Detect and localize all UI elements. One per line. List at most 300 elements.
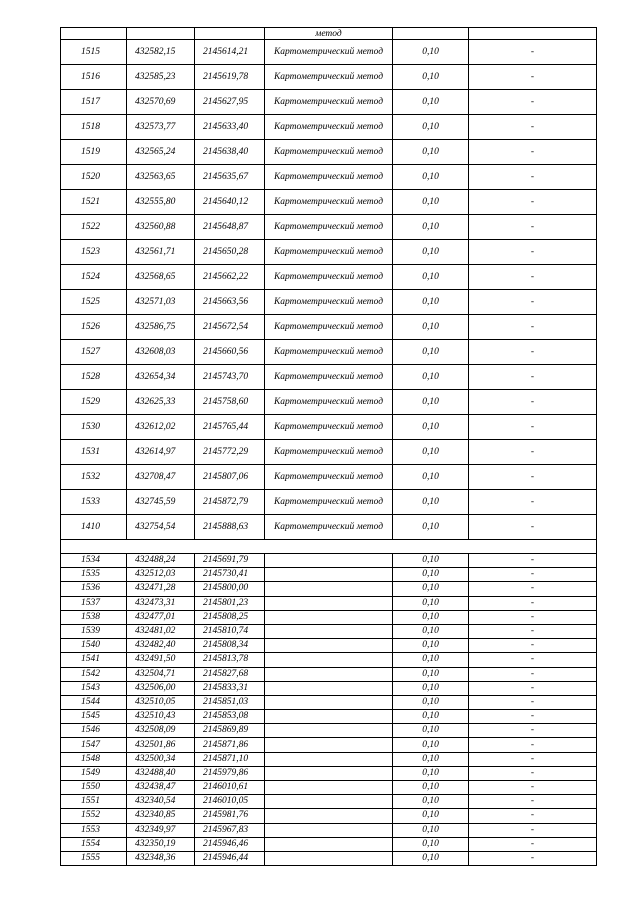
y-coordinate-cell: 2145851,03 xyxy=(195,695,265,709)
table-row xyxy=(61,265,597,290)
point-number-cell: 1540 xyxy=(61,639,127,653)
note-cell: - xyxy=(469,515,597,540)
error-cell: 0,10 xyxy=(393,40,469,65)
error-cell: 0,10 xyxy=(393,340,469,365)
point-number-cell: 1530 xyxy=(61,415,127,440)
method-cell xyxy=(265,667,393,681)
table-row xyxy=(61,837,597,851)
x-coordinate-cell: 432348,36 xyxy=(127,851,195,865)
note-cell: - xyxy=(469,215,597,240)
method-cell xyxy=(265,809,393,823)
table-row xyxy=(61,340,597,365)
point-number-cell: 1537 xyxy=(61,596,127,610)
method-cell: Картометрический метод xyxy=(265,140,393,165)
note-cell: - xyxy=(469,140,597,165)
method-cell xyxy=(265,781,393,795)
method-cell xyxy=(265,568,393,582)
error-cell: 0,10 xyxy=(393,724,469,738)
table-row xyxy=(61,440,597,465)
note-cell: - xyxy=(469,582,597,596)
method-cell xyxy=(265,766,393,780)
table-row xyxy=(61,639,597,653)
error-cell: 0,10 xyxy=(393,766,469,780)
separator-cell xyxy=(61,540,597,554)
note-cell: - xyxy=(469,766,597,780)
x-coordinate-cell: 432438,47 xyxy=(127,781,195,795)
method-cell xyxy=(265,795,393,809)
error-cell: 0,10 xyxy=(393,809,469,823)
note-cell: - xyxy=(469,624,597,638)
note-cell: - xyxy=(469,851,597,865)
note-cell: - xyxy=(469,365,597,390)
note-cell: - xyxy=(469,681,597,695)
error-cell: 0,10 xyxy=(393,265,469,290)
method-cell: Картометрический метод xyxy=(265,365,393,390)
table-row xyxy=(61,823,597,837)
error-cell: 0,10 xyxy=(393,667,469,681)
x-coordinate-cell: 432488,40 xyxy=(127,766,195,780)
method-cell: метод xyxy=(265,28,393,40)
error-cell: 0,10 xyxy=(393,653,469,667)
table-row xyxy=(61,315,597,340)
point-number-cell xyxy=(61,28,127,40)
method-cell xyxy=(265,582,393,596)
error-cell: 0,10 xyxy=(393,90,469,115)
y-coordinate-cell: 2146010,05 xyxy=(195,795,265,809)
table-row xyxy=(61,40,597,65)
point-number-cell: 1534 xyxy=(61,554,127,568)
y-coordinate-cell: 2145765,44 xyxy=(195,415,265,440)
point-number-cell: 1539 xyxy=(61,624,127,638)
note-cell: - xyxy=(469,781,597,795)
y-coordinate-cell: 2145967,83 xyxy=(195,823,265,837)
y-coordinate-cell: 2145807,06 xyxy=(195,465,265,490)
error-cell: 0,10 xyxy=(393,681,469,695)
x-coordinate-cell: 432570,69 xyxy=(127,90,195,115)
coordinates-table-body xyxy=(61,28,597,866)
table-row xyxy=(61,165,597,190)
y-coordinate-cell: 2145872,79 xyxy=(195,490,265,515)
note-cell: - xyxy=(469,165,597,190)
x-coordinate-cell: 432614,97 xyxy=(127,440,195,465)
point-number-cell: 1554 xyxy=(61,837,127,851)
y-coordinate-cell: 2145800,00 xyxy=(195,582,265,596)
method-cell: Картометрический метод xyxy=(265,40,393,65)
error-cell: 0,10 xyxy=(393,823,469,837)
method-cell xyxy=(265,724,393,738)
method-cell: Картометрический метод xyxy=(265,165,393,190)
table-row xyxy=(61,695,597,709)
y-coordinate-cell: 2145633,40 xyxy=(195,115,265,140)
point-number-cell: 1555 xyxy=(61,851,127,865)
note-cell: - xyxy=(469,809,597,823)
table-row xyxy=(61,490,597,515)
x-coordinate-cell: 432512,03 xyxy=(127,568,195,582)
table-row xyxy=(61,596,597,610)
y-coordinate-cell: 2145981,76 xyxy=(195,809,265,823)
y-coordinate-cell: 2145619,78 xyxy=(195,65,265,90)
note-cell: - xyxy=(469,390,597,415)
table-row xyxy=(61,415,597,440)
x-coordinate-cell: 432349,97 xyxy=(127,823,195,837)
method-cell: Картометрический метод xyxy=(265,215,393,240)
point-number-cell: 1546 xyxy=(61,724,127,738)
note-cell: - xyxy=(469,710,597,724)
table-row xyxy=(61,554,597,568)
table-row xyxy=(61,240,597,265)
note-cell: - xyxy=(469,752,597,766)
note-cell: - xyxy=(469,65,597,90)
note-cell: - xyxy=(469,738,597,752)
y-coordinate-cell: 2145691,79 xyxy=(195,554,265,568)
x-coordinate-cell: 432477,01 xyxy=(127,610,195,624)
table-row xyxy=(61,140,597,165)
error-cell: 0,10 xyxy=(393,639,469,653)
y-coordinate-cell: 2145648,87 xyxy=(195,215,265,240)
note-cell: - xyxy=(469,440,597,465)
method-cell xyxy=(265,596,393,610)
y-coordinate-cell: 2145808,25 xyxy=(195,610,265,624)
y-coordinate-cell: 2146010,61 xyxy=(195,781,265,795)
method-cell: Картометрический метод xyxy=(265,65,393,90)
x-coordinate-cell: 432745,59 xyxy=(127,490,195,515)
method-cell: Картометрический метод xyxy=(265,90,393,115)
point-number-cell: 1524 xyxy=(61,265,127,290)
error-cell: 0,10 xyxy=(393,290,469,315)
x-coordinate-cell: 432340,54 xyxy=(127,795,195,809)
note-cell: - xyxy=(469,823,597,837)
table-row xyxy=(61,781,597,795)
table-row xyxy=(61,851,597,865)
error-cell: 0,10 xyxy=(393,624,469,638)
section-separator-row xyxy=(61,540,597,554)
x-coordinate-cell: 432625,33 xyxy=(127,390,195,415)
point-number-cell: 1547 xyxy=(61,738,127,752)
point-number-cell: 1531 xyxy=(61,440,127,465)
point-number-cell: 1552 xyxy=(61,809,127,823)
y-coordinate-cell: 2145808,34 xyxy=(195,639,265,653)
error-cell: 0,10 xyxy=(393,440,469,465)
point-number-cell: 1535 xyxy=(61,568,127,582)
table-row xyxy=(61,465,597,490)
table-row xyxy=(61,624,597,638)
error-cell: 0,10 xyxy=(393,837,469,851)
error-cell: 0,10 xyxy=(393,752,469,766)
y-coordinate-cell xyxy=(195,28,265,40)
y-coordinate-cell: 2145627,95 xyxy=(195,90,265,115)
note-cell: - xyxy=(469,795,597,809)
x-coordinate-cell xyxy=(127,28,195,40)
note-cell: - xyxy=(469,265,597,290)
note-cell: - xyxy=(469,639,597,653)
table-row xyxy=(61,766,597,780)
error-cell: 0,10 xyxy=(393,390,469,415)
table-row xyxy=(61,724,597,738)
table-row xyxy=(61,710,597,724)
method-cell: Картометрический метод xyxy=(265,315,393,340)
y-coordinate-cell: 2145730,41 xyxy=(195,568,265,582)
point-number-cell: 1542 xyxy=(61,667,127,681)
method-cell: Картометрический метод xyxy=(265,465,393,490)
x-coordinate-cell: 432481,02 xyxy=(127,624,195,638)
point-number-cell: 1548 xyxy=(61,752,127,766)
note-cell: - xyxy=(469,115,597,140)
error-cell: 0,10 xyxy=(393,415,469,440)
x-coordinate-cell: 432500,34 xyxy=(127,752,195,766)
table-row xyxy=(61,568,597,582)
y-coordinate-cell: 2145640,12 xyxy=(195,190,265,215)
y-coordinate-cell: 2145979,86 xyxy=(195,766,265,780)
y-coordinate-cell: 2145810,74 xyxy=(195,624,265,638)
x-coordinate-cell: 432560,88 xyxy=(127,215,195,240)
method-cell xyxy=(265,823,393,837)
y-coordinate-cell: 2145869,89 xyxy=(195,724,265,738)
error-cell: 0,10 xyxy=(393,568,469,582)
note-cell xyxy=(469,28,597,40)
point-number-cell: 1517 xyxy=(61,90,127,115)
table-row xyxy=(61,90,597,115)
note-cell: - xyxy=(469,40,597,65)
note-cell: - xyxy=(469,695,597,709)
error-cell: 0,10 xyxy=(393,315,469,340)
y-coordinate-cell: 2145946,44 xyxy=(195,851,265,865)
y-coordinate-cell: 2145650,28 xyxy=(195,240,265,265)
note-cell: - xyxy=(469,653,597,667)
point-number-cell: 1515 xyxy=(61,40,127,65)
point-number-cell: 1529 xyxy=(61,390,127,415)
error-cell: 0,10 xyxy=(393,781,469,795)
point-number-cell: 1523 xyxy=(61,240,127,265)
x-coordinate-cell: 432340,85 xyxy=(127,809,195,823)
y-coordinate-cell: 2145946,46 xyxy=(195,837,265,851)
x-coordinate-cell: 432708,47 xyxy=(127,465,195,490)
x-coordinate-cell: 432565,24 xyxy=(127,140,195,165)
y-coordinate-cell: 2145833,31 xyxy=(195,681,265,695)
method-cell: Картометрический метод xyxy=(265,265,393,290)
note-cell: - xyxy=(469,610,597,624)
point-number-cell: 1545 xyxy=(61,710,127,724)
point-number-cell: 1551 xyxy=(61,795,127,809)
x-coordinate-cell: 432508,09 xyxy=(127,724,195,738)
note-cell: - xyxy=(469,315,597,340)
error-cell: 0,10 xyxy=(393,365,469,390)
x-coordinate-cell: 432501,86 xyxy=(127,738,195,752)
coordinates-document xyxy=(60,27,596,866)
method-cell xyxy=(265,624,393,638)
note-cell: - xyxy=(469,724,597,738)
method-cell xyxy=(265,752,393,766)
y-coordinate-cell: 2145743,70 xyxy=(195,365,265,390)
x-coordinate-cell: 432510,05 xyxy=(127,695,195,709)
table-row xyxy=(61,795,597,809)
note-cell: - xyxy=(469,290,597,315)
x-coordinate-cell: 432471,28 xyxy=(127,582,195,596)
table-row xyxy=(61,681,597,695)
y-coordinate-cell: 2145871,86 xyxy=(195,738,265,752)
error-cell: 0,10 xyxy=(393,596,469,610)
x-coordinate-cell: 432571,03 xyxy=(127,290,195,315)
method-cell: Картометрический метод xyxy=(265,440,393,465)
note-cell: - xyxy=(469,490,597,515)
method-cell xyxy=(265,837,393,851)
error-cell: 0,10 xyxy=(393,610,469,624)
error-cell: 0,10 xyxy=(393,490,469,515)
method-cell: Картометрический метод xyxy=(265,290,393,315)
point-number-cell: 1518 xyxy=(61,115,127,140)
x-coordinate-cell: 432608,03 xyxy=(127,340,195,365)
error-cell: 0,10 xyxy=(393,515,469,540)
x-coordinate-cell: 432350,19 xyxy=(127,837,195,851)
error-cell: 0,10 xyxy=(393,795,469,809)
method-cell: Картометрический метод xyxy=(265,240,393,265)
error-cell: 0,10 xyxy=(393,851,469,865)
method-cell xyxy=(265,738,393,752)
point-number-cell: 1550 xyxy=(61,781,127,795)
continuation-row xyxy=(61,28,597,40)
y-coordinate-cell: 2145772,29 xyxy=(195,440,265,465)
y-coordinate-cell: 2145662,22 xyxy=(195,265,265,290)
point-number-cell: 1522 xyxy=(61,215,127,240)
y-coordinate-cell: 2145614,21 xyxy=(195,40,265,65)
table-row xyxy=(61,667,597,681)
table-row xyxy=(61,653,597,667)
error-cell: 0,10 xyxy=(393,695,469,709)
error-cell: 0,10 xyxy=(393,140,469,165)
point-number-cell: 1544 xyxy=(61,695,127,709)
point-number-cell: 1519 xyxy=(61,140,127,165)
note-cell: - xyxy=(469,554,597,568)
method-cell: Картометрический метод xyxy=(265,115,393,140)
method-cell: Картометрический метод xyxy=(265,490,393,515)
method-cell xyxy=(265,695,393,709)
coordinates-table xyxy=(60,27,597,866)
y-coordinate-cell: 2145635,67 xyxy=(195,165,265,190)
y-coordinate-cell: 2145871,10 xyxy=(195,752,265,766)
x-coordinate-cell: 432488,24 xyxy=(127,554,195,568)
point-number-cell: 1541 xyxy=(61,653,127,667)
y-coordinate-cell: 2145813,78 xyxy=(195,653,265,667)
point-number-cell: 1538 xyxy=(61,610,127,624)
error-cell: 0,10 xyxy=(393,554,469,568)
note-cell: - xyxy=(469,596,597,610)
method-cell xyxy=(265,681,393,695)
point-number-cell: 1526 xyxy=(61,315,127,340)
error-cell: 0,10 xyxy=(393,582,469,596)
table-row xyxy=(61,65,597,90)
note-cell: - xyxy=(469,465,597,490)
x-coordinate-cell: 432654,34 xyxy=(127,365,195,390)
y-coordinate-cell: 2145660,56 xyxy=(195,340,265,365)
note-cell: - xyxy=(469,667,597,681)
point-number-cell: 1410 xyxy=(61,515,127,540)
table-row xyxy=(61,738,597,752)
method-cell xyxy=(265,710,393,724)
note-cell: - xyxy=(469,240,597,265)
point-number-cell: 1536 xyxy=(61,582,127,596)
method-cell xyxy=(265,610,393,624)
method-cell: Картометрический метод xyxy=(265,515,393,540)
point-number-cell: 1553 xyxy=(61,823,127,837)
error-cell: 0,10 xyxy=(393,65,469,90)
x-coordinate-cell: 432573,77 xyxy=(127,115,195,140)
note-cell: - xyxy=(469,190,597,215)
point-number-cell: 1532 xyxy=(61,465,127,490)
x-coordinate-cell: 432561,71 xyxy=(127,240,195,265)
point-number-cell: 1543 xyxy=(61,681,127,695)
table-row xyxy=(61,610,597,624)
table-row xyxy=(61,515,597,540)
y-coordinate-cell: 2145827,68 xyxy=(195,667,265,681)
point-number-cell: 1527 xyxy=(61,340,127,365)
x-coordinate-cell: 432510,43 xyxy=(127,710,195,724)
table-row xyxy=(61,809,597,823)
x-coordinate-cell: 432506,00 xyxy=(127,681,195,695)
x-coordinate-cell: 432586,75 xyxy=(127,315,195,340)
method-cell: Картометрический метод xyxy=(265,390,393,415)
y-coordinate-cell: 2145672,54 xyxy=(195,315,265,340)
point-number-cell: 1528 xyxy=(61,365,127,390)
y-coordinate-cell: 2145853,08 xyxy=(195,710,265,724)
x-coordinate-cell: 432504,71 xyxy=(127,667,195,681)
x-coordinate-cell: 432568,65 xyxy=(127,265,195,290)
method-cell: Картометрический метод xyxy=(265,190,393,215)
x-coordinate-cell: 432585,23 xyxy=(127,65,195,90)
table-row xyxy=(61,290,597,315)
point-number-cell: 1549 xyxy=(61,766,127,780)
x-coordinate-cell: 432473,31 xyxy=(127,596,195,610)
table-row xyxy=(61,115,597,140)
note-cell: - xyxy=(469,837,597,851)
y-coordinate-cell: 2145801,23 xyxy=(195,596,265,610)
error-cell: 0,10 xyxy=(393,710,469,724)
point-number-cell: 1520 xyxy=(61,165,127,190)
method-cell xyxy=(265,653,393,667)
note-cell: - xyxy=(469,90,597,115)
y-coordinate-cell: 2145638,40 xyxy=(195,140,265,165)
error-cell: 0,10 xyxy=(393,465,469,490)
table-row xyxy=(61,215,597,240)
table-row xyxy=(61,190,597,215)
method-cell xyxy=(265,851,393,865)
y-coordinate-cell: 2145888,63 xyxy=(195,515,265,540)
x-coordinate-cell: 432612,02 xyxy=(127,415,195,440)
error-cell: 0,10 xyxy=(393,738,469,752)
x-coordinate-cell: 432582,15 xyxy=(127,40,195,65)
note-cell: - xyxy=(469,568,597,582)
error-cell: 0,10 xyxy=(393,115,469,140)
x-coordinate-cell: 432754,54 xyxy=(127,515,195,540)
error-cell: 0,10 xyxy=(393,165,469,190)
method-cell xyxy=(265,554,393,568)
method-cell: Картометрический метод xyxy=(265,340,393,365)
y-coordinate-cell: 2145758,60 xyxy=(195,390,265,415)
y-coordinate-cell: 2145663,56 xyxy=(195,290,265,315)
note-cell: - xyxy=(469,340,597,365)
error-cell: 0,10 xyxy=(393,190,469,215)
point-number-cell: 1521 xyxy=(61,190,127,215)
x-coordinate-cell: 432555,80 xyxy=(127,190,195,215)
error-cell: 0,10 xyxy=(393,240,469,265)
x-coordinate-cell: 432482,40 xyxy=(127,639,195,653)
table-row xyxy=(61,365,597,390)
error-cell: 0,10 xyxy=(393,215,469,240)
table-row xyxy=(61,390,597,415)
point-number-cell: 1516 xyxy=(61,65,127,90)
x-coordinate-cell: 432563,65 xyxy=(127,165,195,190)
table-row xyxy=(61,752,597,766)
x-coordinate-cell: 432491,50 xyxy=(127,653,195,667)
table-row xyxy=(61,582,597,596)
